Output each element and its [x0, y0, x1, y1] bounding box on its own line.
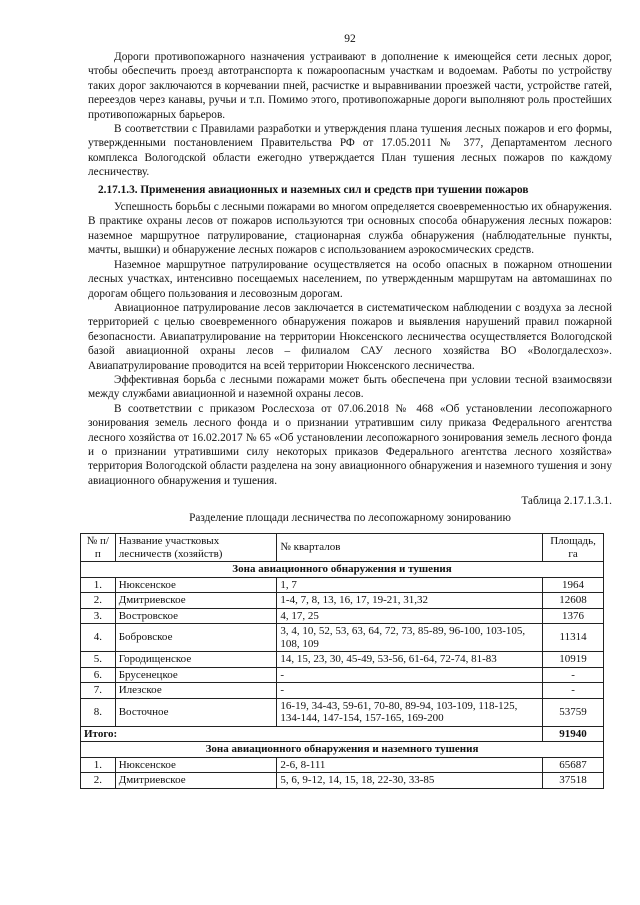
table-number: Таблица 2.17.1.3.1.: [521, 495, 612, 508]
zone1-title: Зона авиационного обнаружения и тушения: [81, 562, 604, 578]
cell-area: 11314: [543, 624, 604, 652]
cell-area: 10919: [543, 652, 604, 668]
table-row: [81, 593, 604, 609]
cell-no: 5.: [81, 652, 116, 668]
cell-no: 2.: [81, 773, 116, 789]
document-body: [84, 50, 612, 789]
table-row: [81, 698, 604, 726]
paragraph: Наземное маршрутное патрулирование осуществляется на особо опасных в пожарном отношении лесных участках, интенсивно посещаемых населением, по утвержденным маршрутам на автомашинах по дорогам общего пользования и лесовозным дорогам.: [88, 258, 612, 300]
cell-quarters: 2-6, 8-111: [277, 757, 543, 773]
cell-area: 1964: [543, 577, 604, 593]
cell-name: Дмитриевское: [115, 593, 277, 609]
cell-name: Илезское: [115, 683, 277, 699]
cell-no: 7.: [81, 683, 116, 699]
cell-area: -: [543, 683, 604, 699]
cell-quarters: 1-4, 7, 8, 13, 16, 17, 19-21, 31,32: [277, 593, 543, 609]
cell-area: 37518: [543, 773, 604, 789]
cell-area: -: [543, 667, 604, 683]
cell-no: 3.: [81, 608, 116, 624]
table-header-row: [81, 534, 604, 562]
table-caption: Разделение площади лесничества по лесопожарному зонированию: [189, 511, 511, 524]
cell-quarters: -: [277, 683, 543, 699]
cell-name: Восточное: [115, 698, 277, 726]
paragraph: В соответствии с Правилами разработки и утверждения плана тушения лесных пожаров и его формы, утвержденными постановлением Правительства РФ от 17.05.2011 № 377, Департаментом лесного комплекса Вологодской области ежегодно утверждается План тушения лесных пожаров по каждому лесничеству.: [88, 123, 612, 179]
section-heading: 2.17.1.3. Применения авиационных и наземных сил и средств при тушении пожаров: [98, 183, 529, 196]
paragraph: Авиационное патрулирование лесов заключается в систематическом наблюдении с воздуха за лесной территорией с целью своевременного обнаружения пожаров и выявления нарушений правил пожарной безопасности. Авиапатрулирование на территории Нюксенского лесничества осуществляется Вологодской базой авиационной охраны лесов – филиалом САУ лесного хозяйства ВО «Вологдалесхоз». Авиапатрулирование проводится на всей территории Нюксенского лесничества.: [88, 301, 612, 372]
zone-title-row: [81, 742, 604, 758]
header-quarters: № кварталов: [277, 534, 543, 562]
cell-no: 4.: [81, 624, 116, 652]
paragraph: Успешность борьбы с лесными пожарами во многом определяется своевременностью их обнаружения. В практике охраны лесов от пожаров используются три основных способа обнаружения лесных пожаров: наземное маршрутное патрулирование, стационарная служба обнаружения (наблюдательные пункты, мачты, вышки) и обнаружение лесных пожаров с использованием аэрокосмических средств.: [88, 201, 612, 257]
cell-name: Бобровское: [115, 624, 277, 652]
paragraph: Дороги противопожарного назначения устраивают в дополнение к имеющейся сети лесных дорог, чтобы обеспечить проезд автотранспорта к пожароопасным участкам и водоемам. Работы по устройству таких дорог заключаются в корчевании пней, расчистке и выравнивании проезжей части, устройстве гатей, переездов через канавы, ручьи и т.п. Помимо этого, противопожарные дороги выполняют роль простейших противопожарных барьеров.: [88, 51, 612, 121]
page-number: 92: [344, 33, 356, 45]
cell-name: Востровское: [115, 608, 277, 624]
cell-quarters: 1, 7: [277, 577, 543, 593]
zoning-table: [80, 533, 604, 789]
cell-name: Дмитриевское: [115, 773, 277, 789]
table-row: [81, 652, 604, 668]
table-row: [81, 683, 604, 699]
cell-area: 12608: [543, 593, 604, 609]
header-no: № п/п: [81, 534, 116, 562]
zone-title-row: [81, 562, 604, 578]
cell-area: 65687: [543, 757, 604, 773]
cell-no: 1.: [81, 577, 116, 593]
table-row: [81, 608, 604, 624]
cell-no: 8.: [81, 698, 116, 726]
cell-name: Брусенецкое: [115, 667, 277, 683]
zone2-title: Зона авиационного обнаружения и наземного тушения: [81, 742, 604, 758]
cell-quarters: 5, 6, 9-12, 14, 15, 18, 22-30, 33-85: [277, 773, 543, 789]
paragraph: Эффективная борьба с лесными пожарами может быть обеспечена при условии тесной взаимосвязи между службами авиационной и наземной охраны лесов.: [88, 373, 612, 401]
cell-name: Нюксенское: [115, 577, 277, 593]
cell-no: 2.: [81, 593, 116, 609]
table-row: [81, 667, 604, 683]
cell-no: 6.: [81, 667, 116, 683]
cell-quarters: 4, 17, 25: [277, 608, 543, 624]
paragraph: В соответствии с приказом Рослесхоза от 07.06.2018 № 468 «Об установлении лесопожарного зонирования земель лесного фонда и о признании утратившим силу приказа Федерального агентства лесного хозяйства от 16.02.2017 № 65 «Об установлении лесопожарного зонирования земель лесного фонда и о признании утратившими силу некоторых приказов Федерального агентства лесного хозяйства» территория Вологодской области разделена на зону авиационного обнаружения и наземного тушения и зону авиационного обнаружения и тушения.: [88, 402, 612, 487]
cell-quarters: 16-19, 34-43, 59-61, 70-80, 89-94, 103-109, 118-125, 134-144, 147-154, 157-165, 169-200: [277, 698, 543, 726]
cell-name: Городищенское: [115, 652, 277, 668]
cell-quarters: 3, 4, 10, 52, 53, 63, 64, 72, 73, 85-89, 96-100, 103-105, 108, 109: [277, 624, 543, 652]
cell-no: 1.: [81, 757, 116, 773]
table-row: [81, 624, 604, 652]
cell-area: 53759: [543, 698, 604, 726]
total-value: 91940: [543, 726, 604, 742]
total-row: [81, 726, 604, 742]
cell-quarters: -: [277, 667, 543, 683]
table-row: [81, 757, 604, 773]
header-name: Название участковых лесничеств (хозяйств): [115, 534, 277, 562]
cell-quarters: 14, 15, 23, 30, 45-49, 53-56, 61-64, 72-74, 81-83: [277, 652, 543, 668]
cell-area: 1376: [543, 608, 604, 624]
table-row: [81, 577, 604, 593]
cell-name: Нюксенское: [115, 757, 277, 773]
table-row: [81, 773, 604, 789]
total-label: Итого:: [81, 726, 543, 742]
header-area: Площадь, га: [543, 534, 604, 562]
